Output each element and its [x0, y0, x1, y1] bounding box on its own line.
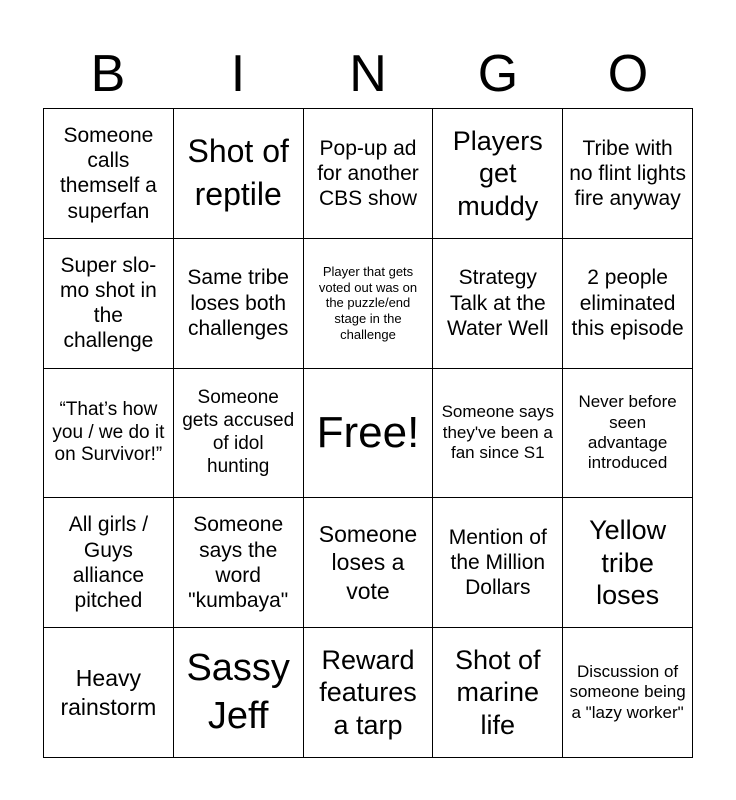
cell-text: Reward features a tarp [319, 645, 417, 740]
bingo-cell[interactable] [44, 109, 174, 239]
bingo-cell[interactable] [304, 239, 434, 369]
cell-text: Players get muddy [452, 125, 543, 221]
bingo-cell[interactable] [174, 369, 304, 499]
bingo-cell[interactable] [433, 498, 563, 628]
bingo-cell[interactable] [44, 498, 174, 628]
cell-text: All girls / Guys alliance pitched [68, 513, 149, 612]
cell-text: Never before seen advantage introduced [578, 392, 677, 473]
header-letter-g: G [477, 45, 519, 103]
cell-text: Someone says they've been a fan since S1 [441, 402, 555, 463]
bingo-cell[interactable] [563, 109, 693, 239]
bingo-cell[interactable] [44, 369, 174, 499]
bingo-header [43, 44, 693, 104]
header-letter-o: O [607, 45, 649, 103]
bingo-cell[interactable] [174, 498, 304, 628]
bingo-cell[interactable] [174, 628, 304, 758]
bingo-cell[interactable] [433, 109, 563, 239]
header-letter-b: B [90, 45, 126, 103]
bingo-free-cell[interactable] [304, 369, 434, 499]
cell-text: Same tribe loses both challenges [187, 266, 289, 340]
cell-text: Sassy Jeff [186, 647, 290, 737]
cell-text: Discussion of someone being a "lazy worker" [569, 662, 686, 722]
bingo-cell[interactable] [563, 369, 693, 499]
bingo-cell[interactable] [174, 109, 304, 239]
bingo-cell[interactable] [304, 109, 434, 239]
bingo-cell[interactable] [304, 628, 434, 758]
bingo-cell[interactable] [44, 239, 174, 369]
bingo-cell[interactable] [304, 498, 434, 628]
cell-text: Tribe with no flint lights fire anyway [569, 136, 686, 210]
cell-text: Someone calls themself a superfan [59, 124, 157, 223]
bingo-cell[interactable] [563, 498, 693, 628]
free-space-text: Free! [316, 407, 420, 457]
cell-text: Someone says the word "kumbaya" [188, 513, 289, 612]
cell-text: Heavy rainstorm [60, 664, 157, 720]
header-letter-n: N [349, 45, 387, 103]
cell-text: Pop-up ad for another CBS show [317, 136, 419, 210]
bingo-card-grid [43, 108, 693, 758]
cell-text: “That’s how you / we do it on Survivor!” [52, 398, 165, 466]
bingo-cell[interactable] [433, 628, 563, 758]
cell-text: Super slo-mo shot in the challenge [59, 253, 157, 353]
cell-text: Player that gets voted out was on the puzzle/end stage in the challenge [318, 264, 418, 342]
cell-text: 2 people eliminated this episode [571, 266, 684, 340]
cell-text: Yellow tribe loses [589, 515, 667, 610]
bingo-cell[interactable] [433, 239, 563, 369]
cell-text: Someone loses a vote [318, 520, 418, 605]
bingo-cell[interactable] [563, 628, 693, 758]
bingo-cell[interactable] [174, 239, 304, 369]
cell-text: Mention of the Million Dollars [448, 526, 547, 600]
cell-text: Shot of reptile [187, 133, 289, 213]
bingo-cell[interactable] [563, 239, 693, 369]
cell-text: Shot of marine life [455, 645, 541, 740]
cell-text: Strategy Talk at the Water Well [447, 266, 549, 340]
header-letter-i: I [230, 45, 246, 103]
cell-text: Someone gets accused of idol hunting [182, 387, 295, 477]
bingo-cell[interactable] [44, 628, 174, 758]
bingo-cell[interactable] [433, 369, 563, 499]
